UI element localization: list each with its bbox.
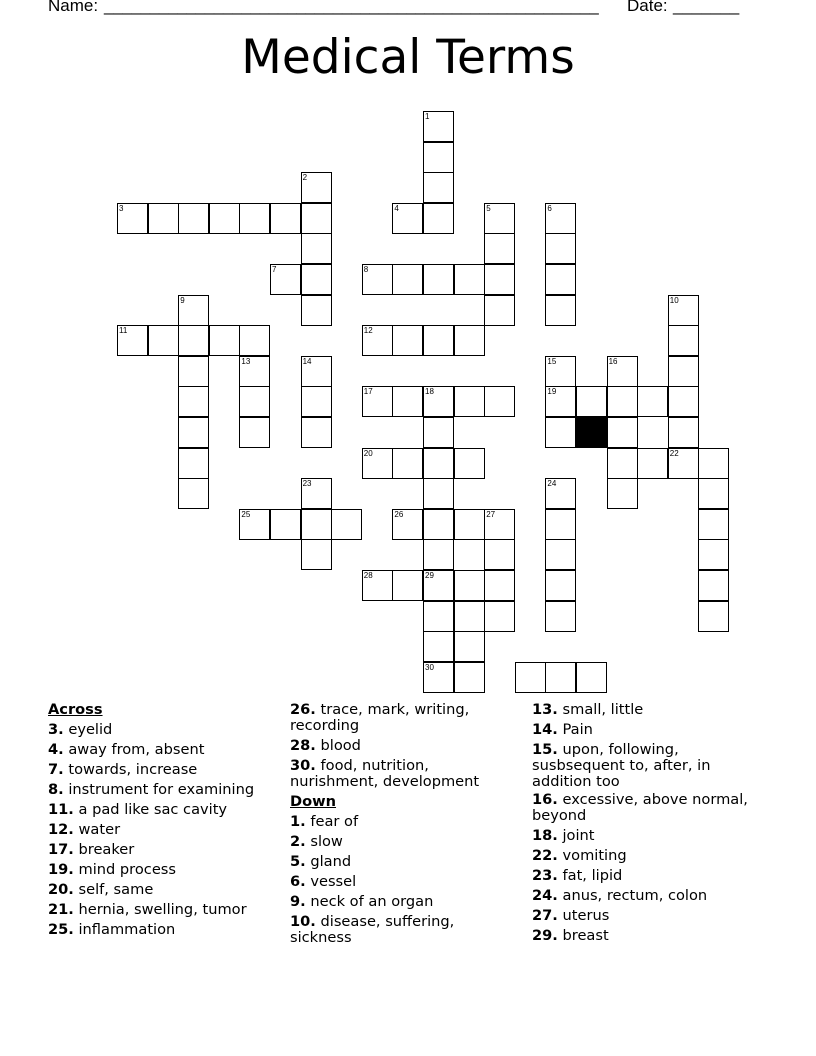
grid-cell[interactable] — [454, 570, 485, 601]
date-label: Date: — [627, 0, 668, 15]
grid-cell[interactable] — [301, 417, 332, 448]
grid-cell[interactable] — [392, 203, 423, 234]
grid-cell[interactable] — [362, 325, 393, 356]
clue-number: 17 — [363, 387, 373, 397]
clue-item — [48, 920, 278, 940]
clue-item-number: 9. — [290, 893, 306, 910]
grid-cell[interactable] — [607, 386, 638, 417]
clue-number: 19 — [547, 387, 557, 397]
down-clue-list — [290, 812, 520, 946]
grid-cell[interactable] — [698, 539, 729, 570]
grid-cell[interactable] — [178, 325, 209, 356]
clue-item-number: 13. — [532, 701, 558, 718]
clue-item-number: 5. — [290, 853, 306, 870]
clue-item-text: slow — [305, 833, 343, 850]
grid-cell[interactable] — [178, 203, 209, 234]
grid-cell[interactable] — [392, 264, 423, 295]
clue-item — [532, 792, 772, 824]
grid-cell[interactable] — [362, 264, 393, 295]
clue-item-text: upon, following, susbsequent to, after, in addition too — [532, 741, 711, 790]
grid-cell[interactable] — [423, 142, 454, 173]
clue-item-number: 10. — [290, 913, 316, 930]
clue-number: 18 — [425, 387, 434, 397]
clue-item-number: 25. — [48, 921, 74, 938]
clue-item-number: 17. — [48, 841, 74, 858]
grid-cell[interactable] — [545, 662, 576, 693]
clue-item — [48, 760, 278, 780]
grid-cell[interactable] — [423, 601, 454, 632]
clue-item-text: Pain — [557, 721, 593, 738]
clue-item-text: breaker — [73, 841, 135, 858]
grid-cell[interactable] — [668, 417, 699, 448]
clue-item-text: small, little — [557, 701, 644, 718]
clue-item — [290, 892, 520, 912]
clue-item-text: mind process — [73, 861, 177, 878]
grid-cell[interactable] — [454, 631, 485, 662]
grid-cell[interactable] — [423, 509, 454, 540]
grid-cell[interactable] — [362, 386, 393, 417]
clue-number: 10 — [669, 295, 679, 305]
clue-item-text: water — [73, 821, 121, 838]
down-heading: Down — [290, 793, 337, 810]
grid-cell[interactable] — [484, 264, 515, 295]
clue-number: 1 — [425, 112, 430, 121]
grid-cell[interactable] — [423, 264, 454, 295]
clue-number: 22 — [669, 448, 679, 458]
grid-cell[interactable] — [392, 325, 423, 356]
grid-cell[interactable] — [484, 295, 515, 326]
clue-item-text: eyelid — [63, 721, 113, 738]
grid-cell[interactable] — [454, 325, 485, 356]
clue-item — [290, 852, 520, 872]
clue-item-number: 2. — [290, 833, 306, 850]
clue-item-text: vomiting — [557, 847, 627, 864]
grid-cell[interactable] — [148, 203, 179, 234]
grid-cell[interactable] — [484, 539, 515, 570]
grid-cell[interactable] — [423, 478, 454, 509]
clue-item — [48, 740, 278, 760]
down-clue-list-continued — [532, 700, 772, 946]
name-label: Name: — [48, 0, 99, 15]
clue-item-number: 14. — [532, 721, 558, 738]
grid-cell[interactable] — [545, 478, 576, 509]
clue-item — [532, 906, 772, 926]
grid-cell[interactable] — [301, 233, 332, 264]
clue-item-number: 11. — [48, 801, 74, 818]
across-heading: Across — [48, 701, 103, 718]
grid-cell[interactable] — [423, 203, 454, 234]
clue-item — [290, 832, 520, 852]
grid-cell[interactable] — [545, 203, 576, 234]
grid-cell[interactable] — [270, 203, 301, 234]
grid-cell[interactable] — [637, 448, 668, 479]
clue-item-text: instrument for examining — [63, 781, 255, 798]
clue-number: 15 — [547, 356, 557, 366]
clue-item — [532, 926, 772, 946]
clue-item-text: fear of — [305, 813, 359, 830]
clue-item-number: 12. — [48, 821, 74, 838]
grid-cell[interactable] — [392, 570, 423, 601]
grid-cell[interactable] — [545, 264, 576, 295]
grid-cell[interactable] — [576, 662, 607, 693]
grid-cell[interactable] — [301, 172, 332, 203]
clue-item — [48, 900, 278, 920]
clue-number: 6 — [547, 203, 552, 213]
grid-cell[interactable] — [698, 478, 729, 509]
clue-number: 4 — [394, 203, 399, 213]
grid-cell[interactable] — [301, 478, 332, 509]
grid-cell[interactable] — [545, 295, 576, 326]
clue-item — [532, 742, 772, 790]
grid-cell[interactable] — [545, 509, 576, 540]
grid-cell[interactable] — [423, 417, 454, 448]
grid-cell[interactable] — [423, 539, 454, 570]
clue-item-text: excessive, above normal, beyond — [532, 791, 748, 824]
grid-cell[interactable] — [423, 172, 454, 203]
grid-cell[interactable] — [668, 448, 699, 479]
clue-number: 12 — [363, 326, 373, 336]
clue-item-number: 8. — [48, 781, 64, 798]
grid-cell[interactable] — [270, 264, 301, 295]
clue-number: 26 — [394, 509, 404, 519]
clue-item-text: blood — [315, 737, 361, 754]
grid-cell[interactable] — [301, 539, 332, 570]
grid-cell[interactable] — [392, 386, 423, 417]
grid-cell[interactable] — [239, 203, 270, 234]
grid-cell[interactable] — [484, 386, 515, 417]
clue-column-3 — [532, 700, 772, 946]
grid-cell[interactable] — [545, 233, 576, 264]
clue-number: 11 — [119, 326, 128, 336]
grid-cell[interactable] — [698, 601, 729, 632]
clue-item — [48, 720, 278, 740]
clue-item-text: a pad like sac cavity — [73, 801, 228, 818]
grid-cell[interactable] — [117, 325, 148, 356]
clue-item-text: disease, suffering, sickness — [290, 913, 455, 946]
grid-cell[interactable] — [545, 417, 576, 448]
grid-cell[interactable] — [423, 631, 454, 662]
clue-number: 13 — [241, 356, 251, 366]
clue-item — [290, 914, 520, 946]
grid-cell[interactable] — [423, 662, 454, 693]
grid-cell[interactable] — [668, 325, 699, 356]
grid-cell[interactable] — [545, 539, 576, 570]
grid-cell[interactable] — [668, 356, 699, 387]
clue-item-text: hernia, swelling, tumor — [73, 901, 247, 918]
clue-number: 3 — [119, 203, 124, 213]
clue-item-number: 7. — [48, 761, 64, 778]
clue-number: 9 — [180, 295, 185, 305]
clue-item-number: 4. — [48, 741, 64, 758]
clue-item — [532, 700, 772, 720]
date-line[interactable]: _______ — [673, 0, 740, 15]
clue-item — [48, 840, 278, 860]
across-clue-list — [48, 720, 278, 940]
grid-cell[interactable] — [239, 509, 270, 540]
clue-item-number: 16. — [532, 791, 558, 808]
grid-cell[interactable] — [698, 448, 729, 479]
clue-item-text: towards, increase — [63, 761, 198, 778]
grid-cell[interactable] — [668, 295, 699, 326]
grid-cell[interactable] — [239, 356, 270, 387]
grid-cell[interactable] — [301, 356, 332, 387]
grid-cell[interactable] — [454, 601, 485, 632]
grid-cell[interactable] — [607, 417, 638, 448]
grid-cell[interactable] — [362, 570, 393, 601]
grid-cell[interactable] — [178, 448, 209, 479]
grid-cell[interactable] — [239, 325, 270, 356]
clue-item-number: 6. — [290, 873, 306, 890]
clue-item — [48, 820, 278, 840]
grid-cell[interactable] — [331, 509, 362, 540]
grid-cell[interactable] — [423, 386, 454, 417]
grid-cell[interactable] — [239, 386, 270, 417]
clue-item — [48, 800, 278, 820]
page-title: Medical Terms — [241, 30, 575, 85]
grid-cell[interactable] — [607, 448, 638, 479]
clue-number: 8 — [363, 265, 369, 274]
clue-item-number: 3. — [48, 721, 64, 738]
clue-column-2 — [290, 700, 520, 948]
clue-number: 2 — [302, 173, 308, 183]
grid-cell[interactable] — [545, 570, 576, 601]
grid-cell[interactable] — [301, 295, 332, 326]
clue-number: 30 — [425, 662, 434, 672]
grid-cell[interactable] — [454, 386, 485, 417]
clue-item-text: food, nutrition, nurishment, development — [290, 757, 480, 790]
grid-cell[interactable] — [454, 509, 485, 540]
clue-item — [290, 736, 520, 756]
grid-cell[interactable] — [545, 386, 576, 417]
clue-item-number: 19. — [48, 861, 74, 878]
clue-item-text: vessel — [305, 873, 357, 890]
grid-cell[interactable] — [698, 509, 729, 540]
grid-cell[interactable] — [362, 448, 393, 479]
clue-item-text: gland — [305, 853, 352, 870]
clue-number: 25 — [241, 509, 251, 519]
grid-cell[interactable] — [423, 325, 454, 356]
grid-cell[interactable] — [301, 386, 332, 417]
grid-cell[interactable] — [301, 509, 332, 540]
grid-cell[interactable] — [454, 448, 485, 479]
grid-cell[interactable] — [209, 325, 240, 356]
clue-item-text: joint — [557, 827, 595, 844]
clue-number: 23 — [302, 479, 312, 489]
grid-cell[interactable] — [454, 264, 485, 295]
clue-item-number: 22. — [532, 847, 558, 864]
clue-item-number: 24. — [532, 887, 558, 904]
grid-cell[interactable] — [392, 448, 423, 479]
grid-cell[interactable] — [576, 386, 607, 417]
clue-item-number: 1. — [290, 813, 306, 830]
grid-cell[interactable] — [392, 509, 423, 540]
clue-item — [532, 826, 772, 846]
grid-cell[interactable] — [668, 386, 699, 417]
clue-item-text: away from, absent — [63, 741, 205, 758]
grid-cell[interactable] — [607, 478, 638, 509]
grid-cell[interactable] — [301, 203, 332, 234]
grid-cell[interactable] — [423, 570, 454, 601]
clue-item-text: trace, mark, writing, recording — [290, 701, 470, 734]
grid-cell[interactable] — [178, 478, 209, 509]
clue-number: 29 — [425, 571, 434, 580]
grid-cell[interactable] — [637, 386, 668, 417]
clue-item — [48, 780, 278, 800]
clue-item — [48, 860, 278, 880]
clue-number: 16 — [608, 356, 618, 366]
grid-cell[interactable] — [607, 356, 638, 387]
clue-number: 28 — [363, 571, 373, 580]
clue-item-text: self, same — [73, 881, 154, 898]
clue-item-number: 23. — [532, 867, 558, 884]
clue-item-text: breast — [557, 927, 609, 944]
black-square — [576, 417, 607, 448]
clue-item-text: uterus — [557, 907, 610, 924]
name-line[interactable]: ______________________________________________________ — [104, 0, 599, 15]
clue-item-number: 15. — [532, 741, 558, 758]
clue-item — [532, 720, 772, 740]
clue-number: 27 — [486, 509, 496, 519]
grid-cell[interactable] — [178, 356, 209, 387]
grid-cell[interactable] — [545, 356, 576, 387]
clue-item-number: 21. — [48, 901, 74, 918]
grid-cell[interactable] — [698, 570, 729, 601]
grid-cell[interactable] — [178, 386, 209, 417]
grid-cell[interactable] — [270, 509, 301, 540]
grid-cell[interactable] — [239, 417, 270, 448]
clue-item-number: 26. — [290, 701, 316, 718]
clue-item-text: inflammation — [73, 921, 176, 938]
grid-cell[interactable] — [515, 662, 546, 693]
clue-number: 7 — [272, 265, 277, 274]
clue-item — [290, 812, 520, 832]
clue-item — [532, 866, 772, 886]
clue-item-number: 30. — [290, 757, 316, 774]
clue-item — [290, 758, 520, 790]
grid-cell[interactable] — [301, 264, 332, 295]
grid-cell[interactable] — [545, 601, 576, 632]
grid-cell[interactable] — [117, 203, 148, 234]
grid-cell[interactable] — [484, 233, 515, 264]
clue-number: 20 — [363, 448, 373, 458]
grid-cell[interactable] — [423, 448, 454, 479]
clue-item-number: 29. — [532, 927, 558, 944]
grid-cell[interactable] — [484, 601, 515, 632]
clue-item — [532, 886, 772, 906]
clue-item-number: 20. — [48, 881, 74, 898]
grid-cell[interactable] — [178, 295, 209, 326]
grid-cell[interactable] — [484, 203, 515, 234]
grid-cell[interactable] — [423, 111, 454, 142]
clue-item-number: 18. — [532, 827, 558, 844]
clue-number: 5 — [486, 203, 491, 213]
clue-item — [48, 880, 278, 900]
grid-cell[interactable] — [178, 417, 209, 448]
grid-cell[interactable] — [484, 509, 515, 540]
clue-number: 14 — [302, 356, 312, 366]
clue-item — [532, 846, 772, 866]
clue-item-number: 28. — [290, 737, 316, 754]
clue-item — [290, 872, 520, 892]
clue-item-text: fat, lipid — [557, 867, 623, 884]
grid-cell[interactable] — [209, 203, 240, 234]
grid-cell[interactable] — [148, 325, 179, 356]
across-clue-list-continued — [290, 702, 520, 790]
clue-item — [290, 702, 520, 734]
grid-cell[interactable] — [454, 662, 485, 693]
clue-item-text: neck of an organ — [305, 893, 434, 910]
clue-item-number: 27. — [532, 907, 558, 924]
clue-item-text: anus, rectum, colon — [557, 887, 708, 904]
grid-cell[interactable] — [484, 570, 515, 601]
clue-number: 24 — [547, 479, 557, 489]
clue-column-1 — [48, 700, 278, 940]
